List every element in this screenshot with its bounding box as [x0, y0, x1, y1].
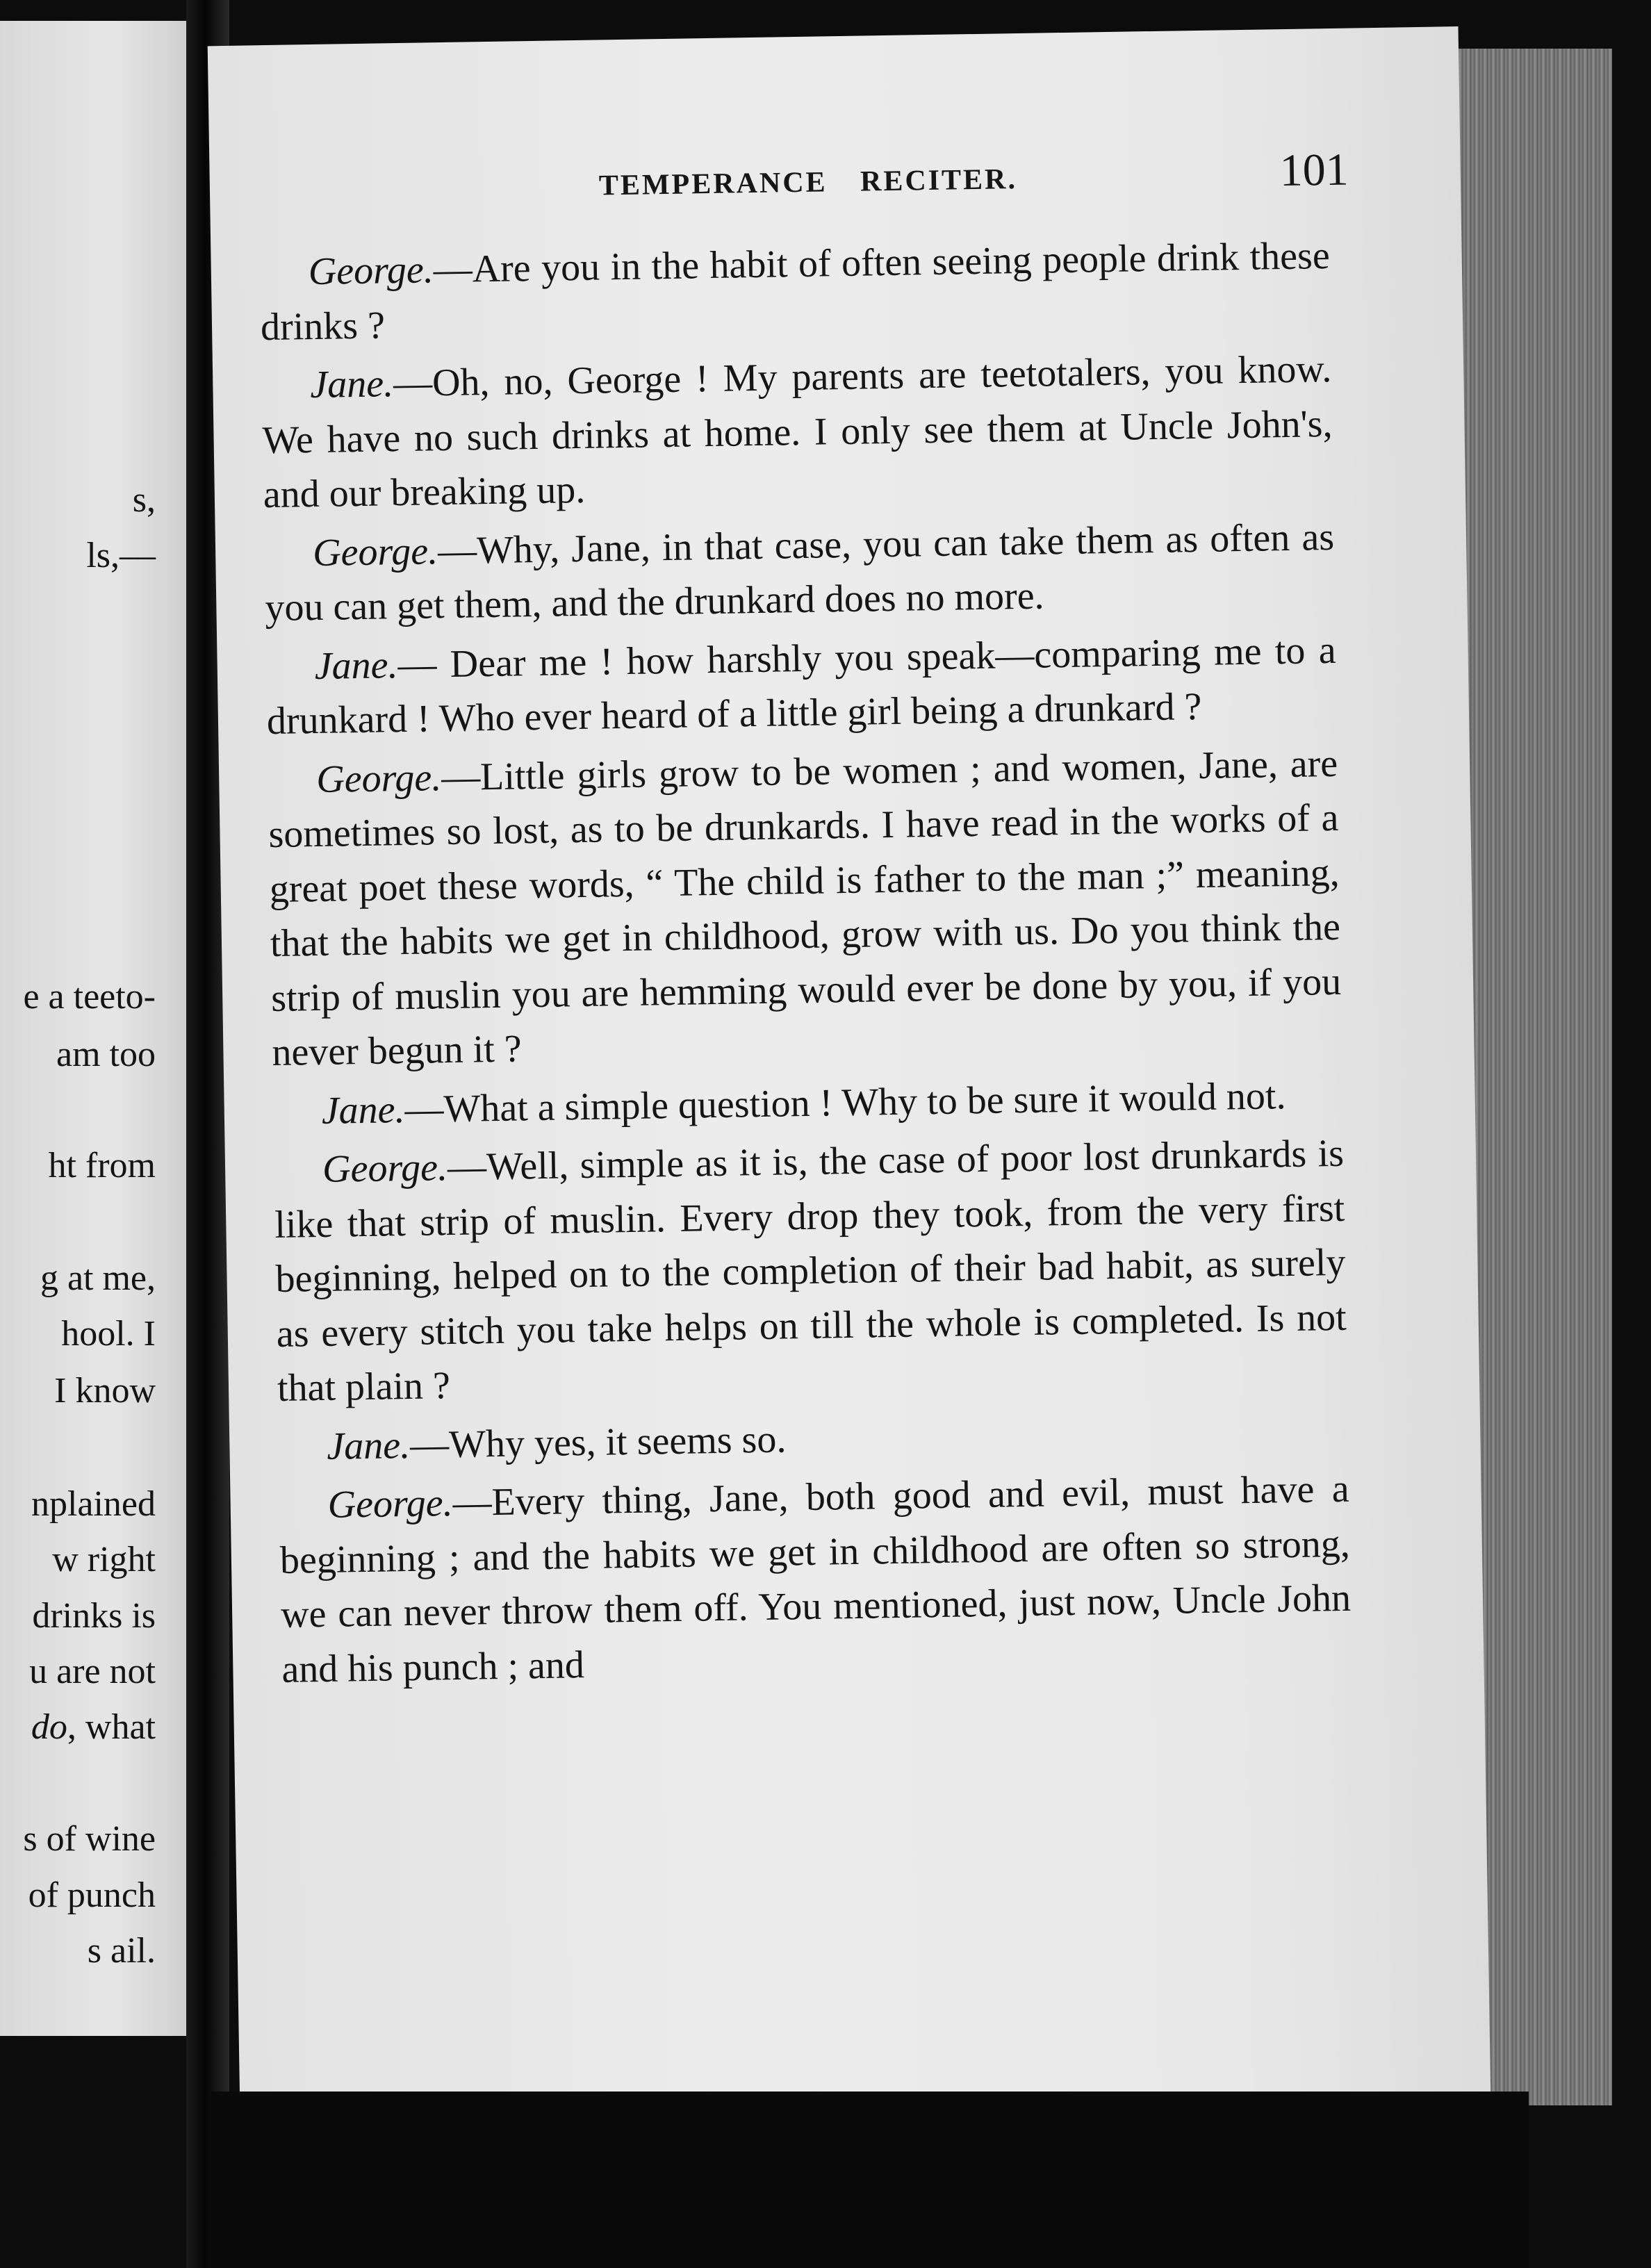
speaker-name: Jane.	[326, 1423, 411, 1468]
speaker-name: George.	[322, 1146, 448, 1191]
speaker-name: George.	[312, 529, 438, 575]
dialogue-paragraph	[261, 342, 1334, 523]
facing-page-line: am too	[56, 1035, 156, 1074]
page-body	[259, 229, 1352, 1701]
dialogue-paragraph	[268, 736, 1342, 1080]
facing-page-line: I know	[54, 1371, 156, 1411]
dialogue-text: —Why, Jane, in that case, you can take them as often as you can get them, and the drunkard does no more.	[264, 515, 1335, 630]
dialogue-text: —Are you in the habit of often seeing people drink these drinks ?	[260, 233, 1331, 349]
facing-page-line: s ail.	[87, 1931, 156, 1971]
dialogue-text: —Why yes, it seems so.	[409, 1417, 787, 1467]
facing-page-line: e a teeto-	[23, 977, 156, 1017]
facing-page-line: w right	[52, 1540, 156, 1579]
facing-page-line: drinks is	[32, 1596, 156, 1636]
facing-page-line: u are not	[29, 1652, 156, 1691]
book-page	[208, 26, 1491, 2117]
dialogue-paragraph	[259, 229, 1331, 354]
speaker-name: Jane.	[314, 643, 398, 688]
page-number: 101	[1279, 144, 1349, 197]
facing-page-line: nplained	[31, 1484, 156, 1524]
facing-page-line: s of wine	[23, 1819, 156, 1859]
dialogue-paragraph	[264, 509, 1336, 635]
speaker-name: George.	[308, 248, 434, 294]
dialogue-text: —Every thing, Jane, both good and evil, must have a beginning ; and the habits we get in childhood are often so strong, we can never throw them off. You mentioned, just now, Uncle John and his punch ; and	[279, 1467, 1352, 1691]
facing-page	[0, 21, 188, 2036]
dialogue-paragraph	[274, 1126, 1348, 1416]
running-head: TEMPERANCE RECITER.	[598, 163, 1018, 202]
dialogue-paragraph	[265, 623, 1337, 748]
speaker-name: George.	[327, 1481, 454, 1527]
facing-page-line: g at me,	[40, 1258, 156, 1298]
facing-page-line: s,	[132, 480, 156, 520]
speaker-name: Jane.	[309, 362, 394, 407]
dialogue-text: — Dear me ! how harshly you speak—comparing me to a drunkard ! Who ever heard of a little girl being a drunkard ?	[266, 628, 1337, 743]
dialogue-text: —Little girls grow to be women ; and women, Jane, are sometimes so lost, as to be drunkards. I have read in the works of a great poet these words, “ The child is father to the man ;” meaning, that the habits we get in childhood, grow with us. Do you think the strip of muslin you are hemming would ever be done by you, if you never begun it ?	[268, 741, 1342, 1075]
dialogue-text: —What a simple question ! Why to be sure it would not.	[404, 1074, 1286, 1131]
facing-page-line: ls,—	[86, 536, 156, 575]
dialogue-text: —Well, simple as it is, the case of poor lost drunkards is like that strip of muslin. Every drop they took, from the very first beginning, helped on to the completion of their bad habit, as surely as every stitch you take helps on till the whole is completed. Is not that plain ?	[274, 1131, 1347, 1410]
speaker-name: George.	[315, 755, 442, 801]
dialogue-text: —Oh, no, George ! My parents are teetotalers, you know. We have no such drinks at home. I only see them at Uncle John's, and our breaking up.	[262, 347, 1333, 517]
dialogue-paragraph	[279, 1462, 1352, 1697]
scan-background	[208, 2092, 1529, 2268]
facing-page-line: do, what	[31, 1707, 156, 1747]
speaker-name: Jane.	[321, 1087, 405, 1133]
facing-page-line: hool. I	[61, 1314, 156, 1354]
facing-page-line: ht from	[48, 1146, 156, 1185]
facing-page-line: of punch	[28, 1875, 156, 1915]
